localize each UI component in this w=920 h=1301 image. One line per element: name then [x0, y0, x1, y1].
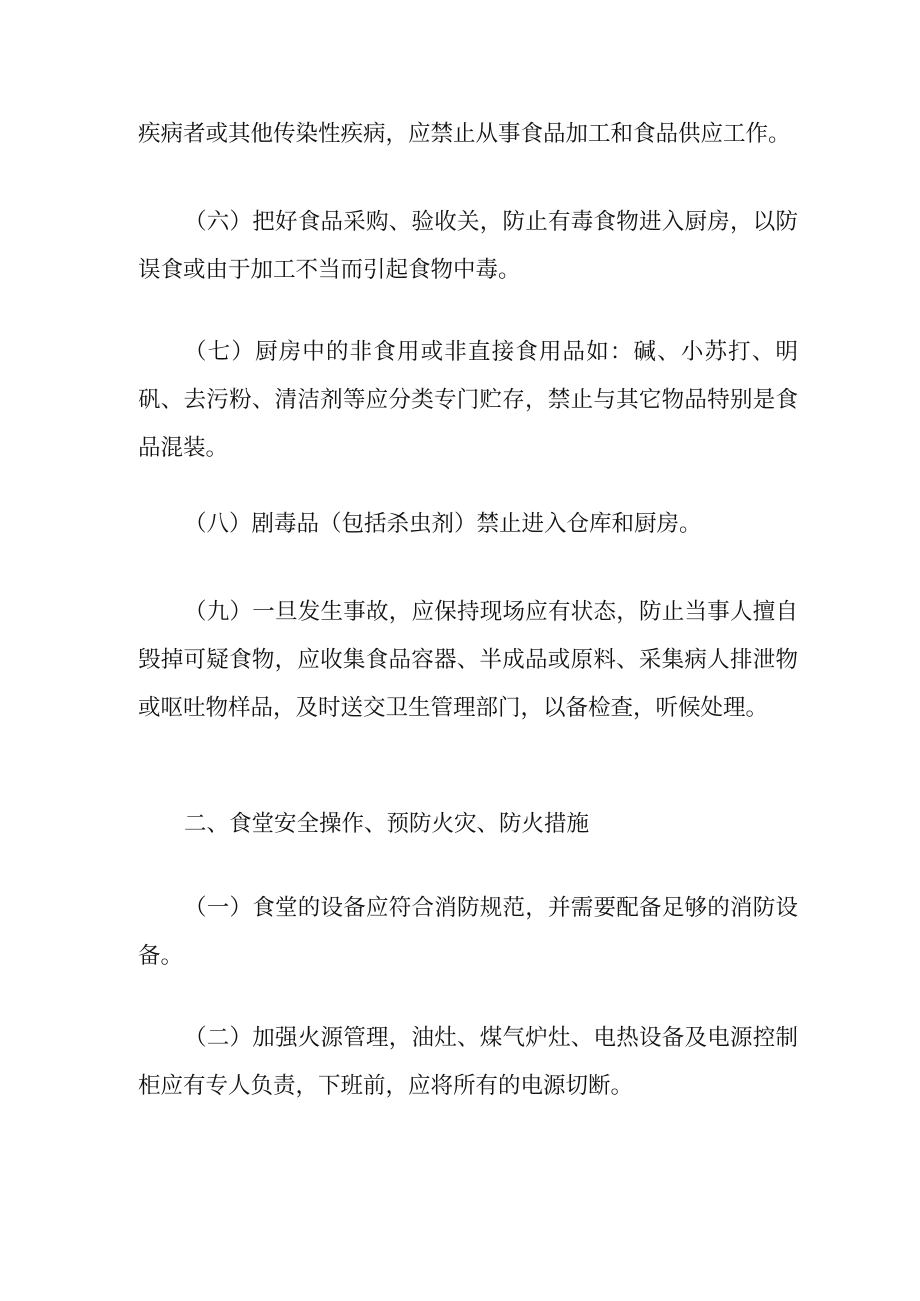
- paragraph-item-8: （八）剧毒品（包括杀虫剂）禁止进入仓库和厨房。: [184, 511, 702, 537]
- section-heading: 二、食堂安全操作、预防火灾、防火措施: [184, 811, 590, 837]
- paragraph-continuation: 疾病者或其他传染性疾病，应禁止从事食品加工和食品供应工作。: [138, 121, 791, 147]
- paragraph-item-7: （七）厨房中的非食用或非直接食用品如：碱、小苏打、明矾、去污粉、清洁剂等应分类专门贮存，禁止与其它物品特别是食品混装。: [138, 339, 798, 461]
- paragraph-item-2: （二）加强火源管理，油灶、煤气炉灶、电热设备及电源控制柜应有专人负责，下班前，应将所有的电源切断。: [138, 1025, 798, 1099]
- paragraph-item-6: （六）把好食品采购、验收关，防止有毒食物进入厨房，以防误食或由于加工不当而引起食物中毒。: [138, 209, 798, 283]
- paragraph-item-9: （九）一旦发生事故，应保持现场应有状态，防止当事人擅自毁掉可疑食物，应收集食品容器、半成品或原料、采集病人排泄物或呕吐物样品，及时送交卫生管理部门，以备检查，听候处理。: [138, 599, 798, 721]
- paragraph-item-1: （一）食堂的设备应符合消防规范，并需要配备足够的消防设备。: [138, 895, 798, 969]
